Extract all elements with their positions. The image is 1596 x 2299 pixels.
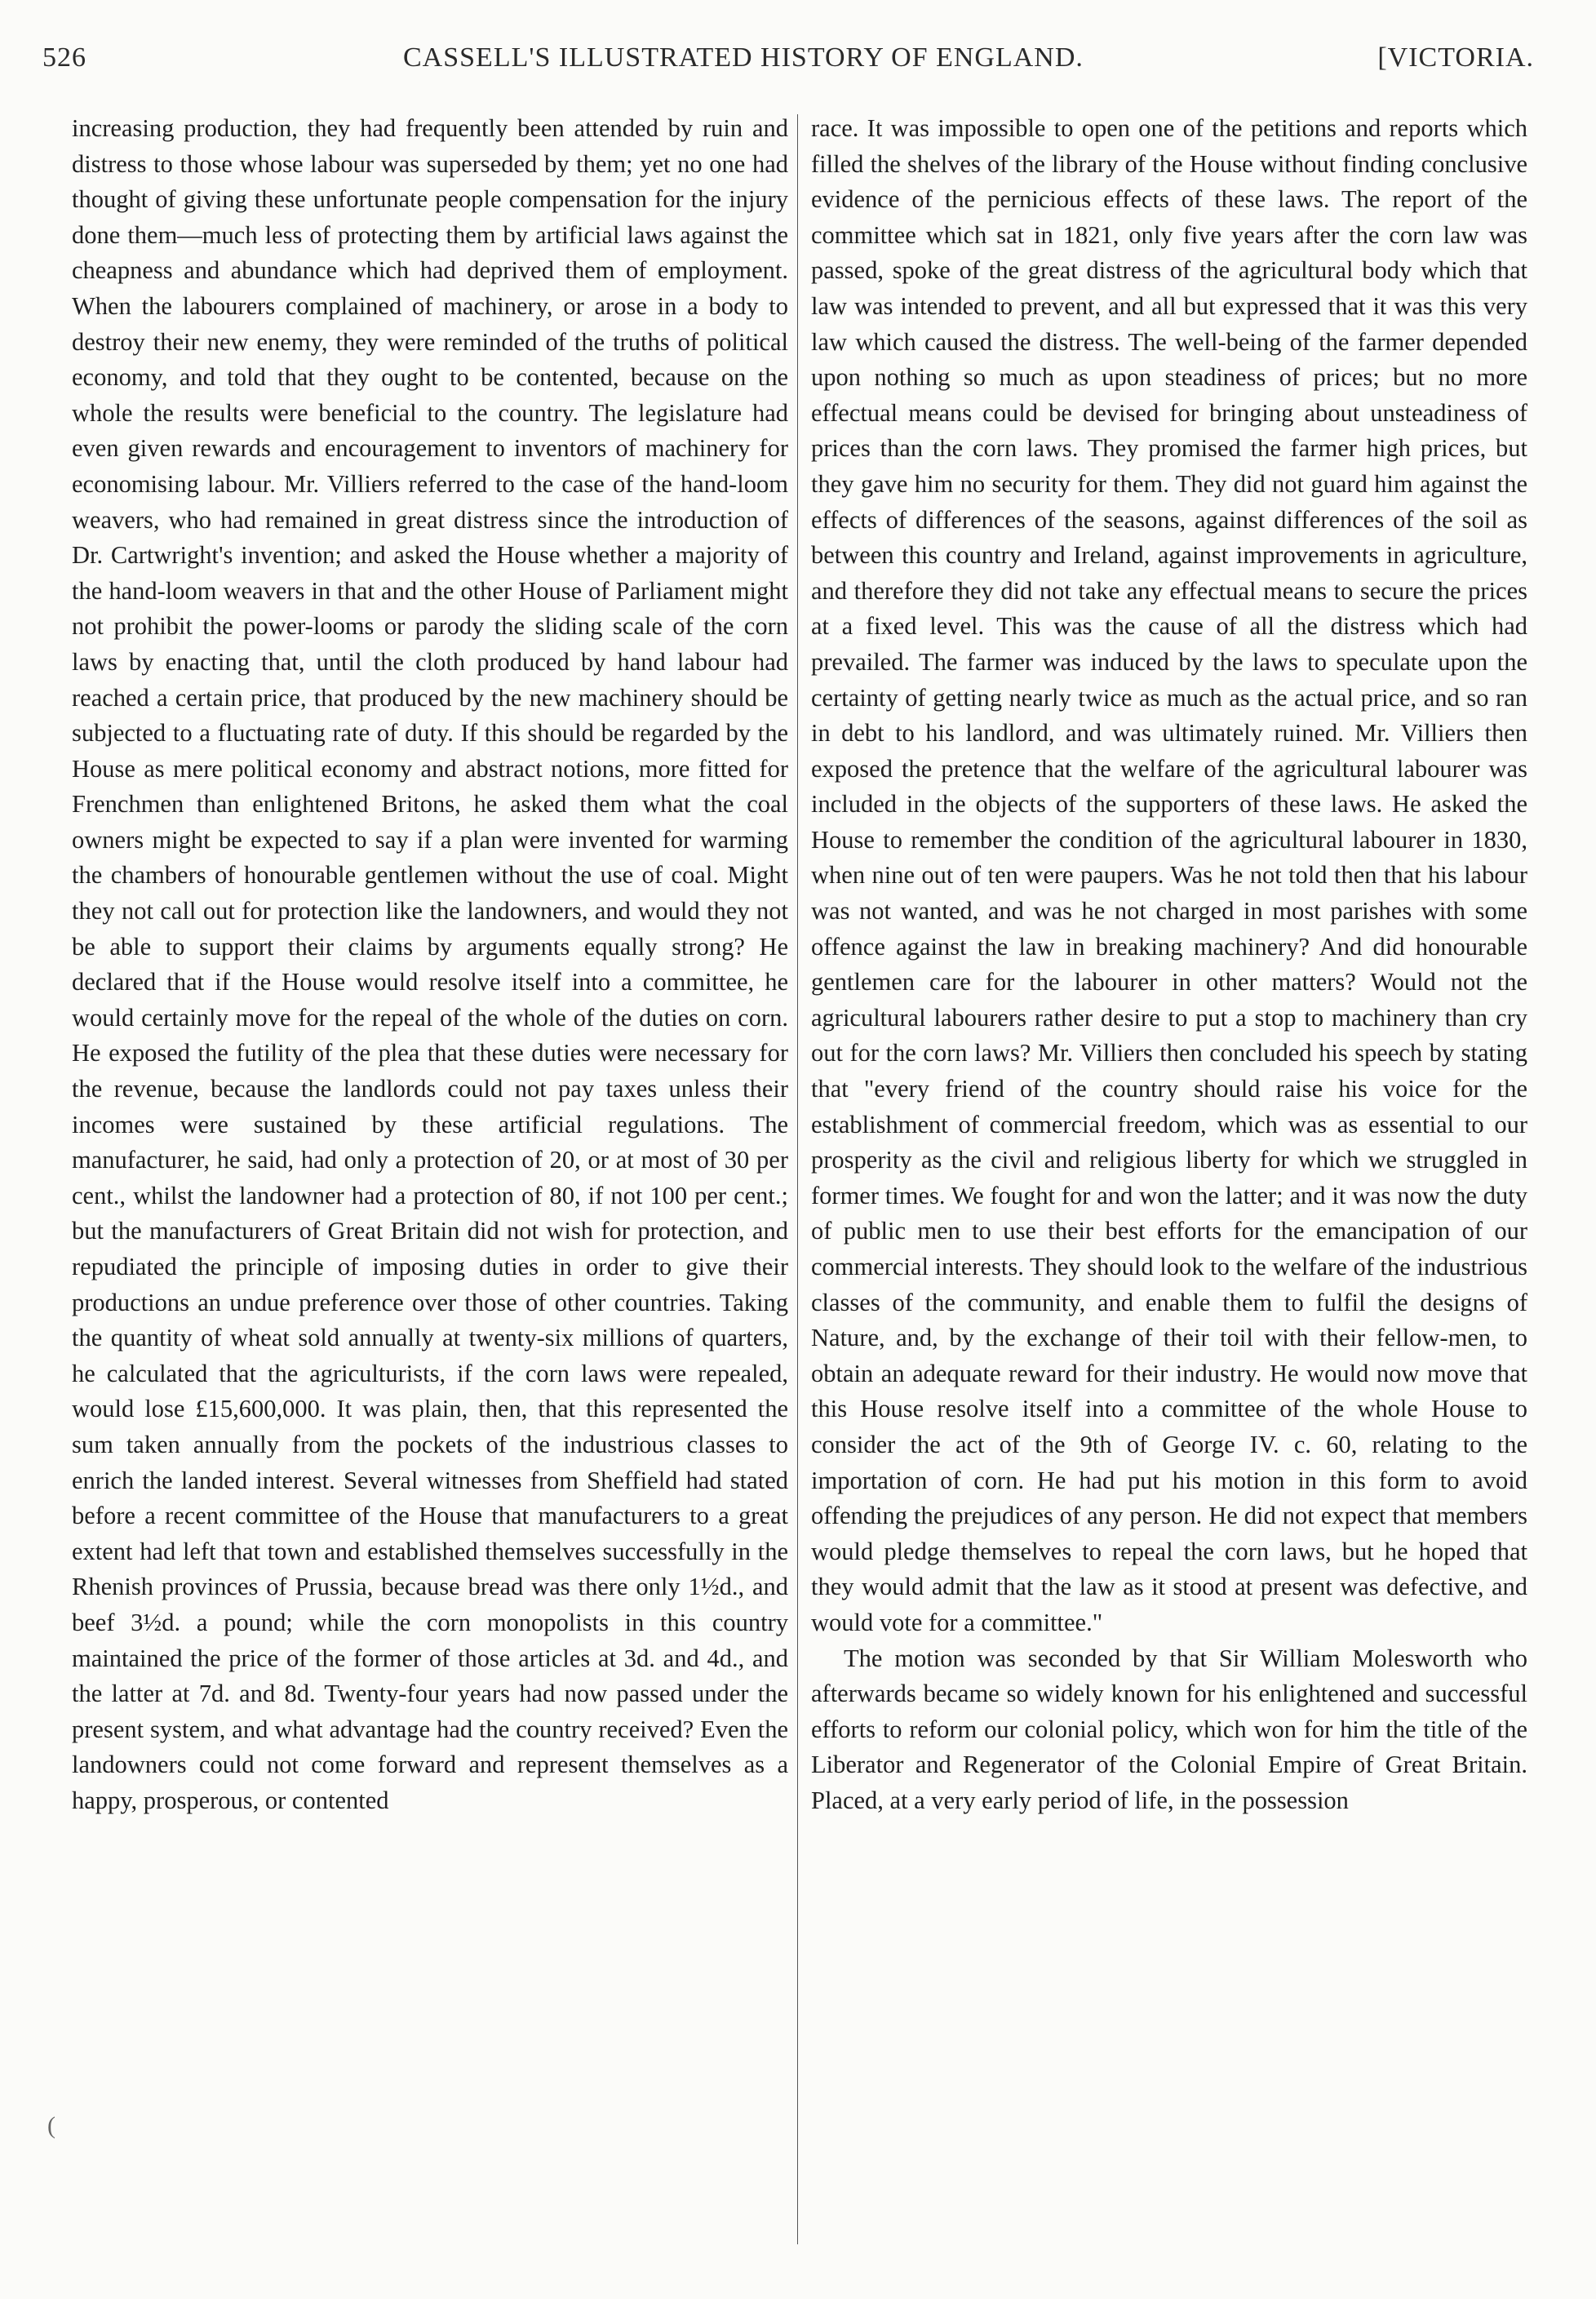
book-title: CASSELL'S ILLUSTRATED HISTORY OF ENGLAND. [403,42,1084,73]
column-divider [797,114,798,2244]
section-title: [VICTORIA. [1377,42,1534,73]
right-column-paragraph: The motion was seconded by that Sir William Molesworth who afterwards became so widely known for his enlightened and successful efforts to reform our colonial policy, which won for him the title of the Liberator and Regenerator of the Colonial Empire of Great Britain. Placed, at a very early period of life, in the possession [811,1644,1527,1814]
left-column [72,111,788,1819]
margin-mark: ( [47,2112,55,2139]
running-head [42,42,1534,83]
right-column [811,111,1527,1819]
right-column-paragraph: race. It was impossible to open one of the petitions and reports which filled the shelves of the library of the House without finding conclusive evidence of the pernicious effects of these laws. The report of the committee which sat in 1821, only five years after the corn law was passed, spoke of the great distress of the agricultural body which that law was intended to prevent, and all but expressed that it was this very law which caused the distress. The well-being of the farmer depended upon nothing so much as upon steadiness of prices; but no more effectual means could be devised for bringing about unsteadiness of prices than the corn laws. They promised the farmer high prices, but they gave him no security for them. They did not guard him against the effects of differences of the seasons, against differences of the soil as between this country and Ireland, against improvements in agriculture, and therefore they did not take any effectual means to secure the prices at a fixed level. This was the cause of all the distress which had prevailed. The farmer was induced by the laws to speculate upon the certainty of getting nearly twice as much as the actual price, and so ran in debt to his landlord, and was ultimately ruined. Mr. Villiers then exposed the pretence that the welfare of the agricultural labourer was included in the objects of the supporters of these laws. He asked the House to remember the condition of the agricultural labourer in 1830, when nine out of ten were paupers. Was he not told then that his labour was not wanted, and was he not charged in most parishes with some offence against the law in breaking machinery? And did honourable gentlemen care for the labourer in other matters? Would not the agricultural labourers rather desire to put a stop to machinery than cry out for the corn laws? Mr. Villiers then concluded his speech by stating that "every friend of the country should raise his voice for the establishment of commercial freedom, which was as essential to our prosperity as the civil and religious liberty for which we struggled in former times. We fought for and won the latter; and it was now the duty of public men to use their best efforts for the emancipation of our commercial interests. They should look to the welfare of the industrious classes of the community, and enable them to fulfil the designs of Nature, and, by the exchange of their toil with their fellow-men, to obtain an adequate reward for their industry. He would now move that this House resolve itself into a committee of the whole House to consider the act of the 9th of George IV. c. 60, relating to the importation of corn. He had put his motion in this form to avoid offending the prejudices of any person. He did not expect that members would pledge themselves to repeal the corn laws, but he hoped that they would admit that the law as it stood at present was defective, and would vote for a committee." [811,114,1527,1636]
page-number: 526 [42,42,86,73]
left-column-paragraph: increasing production, they had frequently been attended by ruin and distress to those whose labour was superseded by them; yet no one had thought of giving these unfortunate people compensation for the injury done them—much less of protecting them by artificial laws against the cheapness and abundance which had deprived them of employment. When the labourers complained of machinery, or arose in a body to destroy their new enemy, they were reminded of the truths of political economy, and told that they ought to be contented, because on the whole the results were beneficial to the country. The legislature had even given rewards and encouragement to inventors of machinery for economising labour. Mr. Villiers referred to the case of the hand-loom weavers, who had remained in great distress since the introduction of Dr. Cartwright's invention; and asked the House whether a majority of the hand-loom weavers in that and the other House of Parliament might not prohibit the power-looms or parody the sliding scale of the corn laws by enacting that, until the cloth produced by hand labour had reached a certain price, that produced by the new machinery should be subjected to a fluctuating rate of duty. If this should be regarded by the House as mere political economy and abstract notions, more fitted for Frenchmen than enlightened Britons, he asked them what the coal owners might be expected to say if a plan were invented for warming the chambers of honourable gentlemen without the use of coal. Might they not call out for protection like the landowners, and would they not be able to support their claims by arguments equally strong? He declared that if the House would resolve itself into a committee, he would certainly move for the repeal of the whole of the duties on corn. He exposed the futility of the plea that these duties were necessary for the revenue, because the landlords could not pay taxes unless their incomes were sustained by these artificial regulations. The manufacturer, he said, had only a protection of 20, or at most of 30 per cent., whilst the landowner had a protection of 80, if not 100 per cent.; but the manufacturers of Great Britain did not wish for protection, and repudiated the principle of imposing duties in order to give their productions an undue preference over those of other countries. Taking the quantity of wheat sold annually at twenty-six millions of quarters, he calculated that the agriculturists, if the corn laws were repealed, would lose £15,600,000. It was plain, then, that this represented the sum taken annually from the pockets of the industrious classes to enrich the landed interest. Several witnesses from Sheffield had stated before a recent committee of the House that manufacturers to a great extent had left that town and established themselves successfully in the Rhenish provinces of Prussia, because bread was there only 1½d., and beef 3½d. a pound; while the corn monopolists in this country maintained the price of the former of those articles at 3d. and 4d., and the latter at 7d. and 8d. Twenty-four years had now passed under the present system, and what advantage had the country received? Even the landowners could not come forward and represent themselves as a happy, prosperous, or contented [72,114,788,1814]
